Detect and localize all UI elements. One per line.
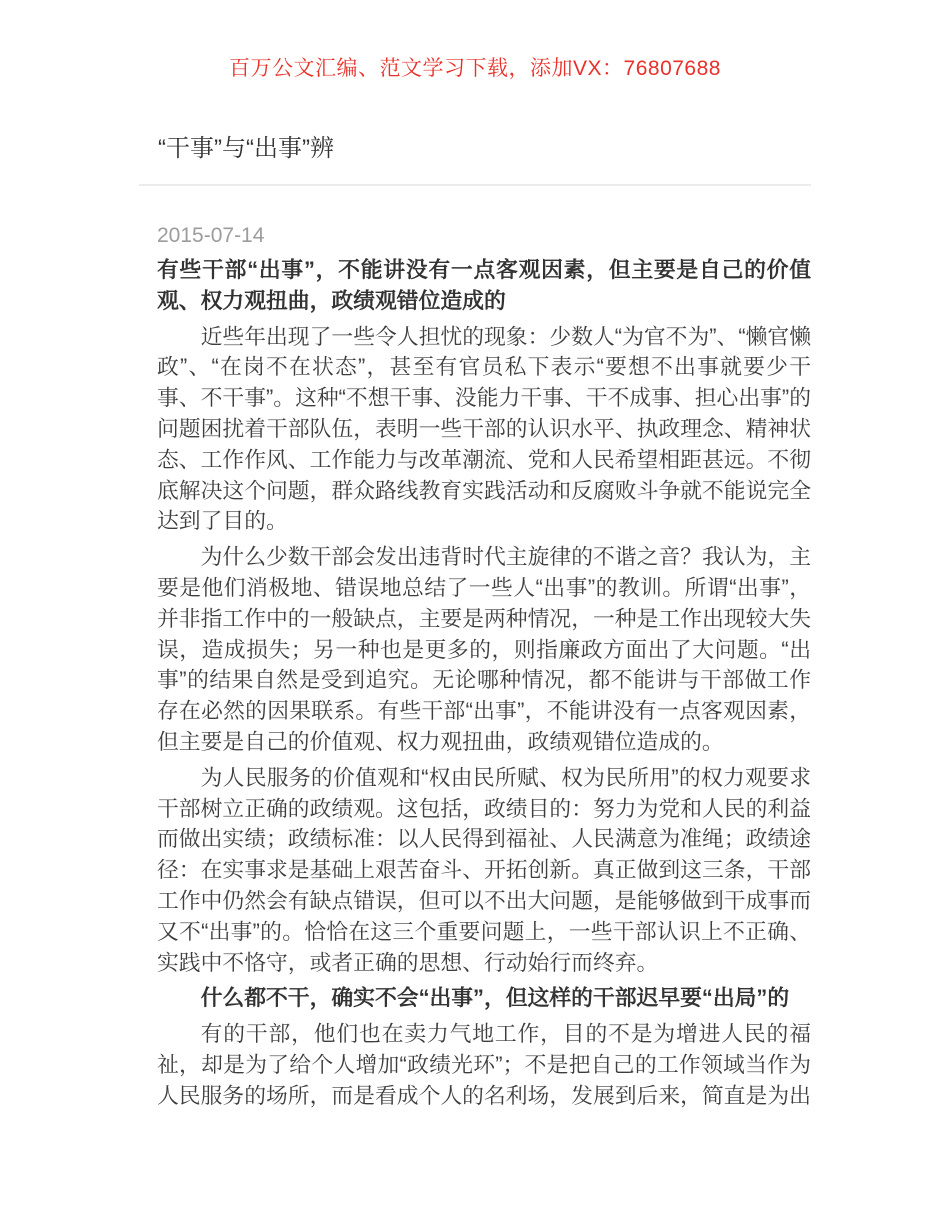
article-paragraph: 为人民服务的价值观和“权由民所赋、权为民所用”的权力观要求干部树立正确的政绩观。这包括，政绩目的：努力为党和人民的利益而做出实绩；政绩标准：以人民得到福祉、人民满意为准绳；政绩途径：在实事求是基础上艰苦奋斗、开拓创新。真正做到这三条，干部工作中仍然会有缺点错误，但可以不出大问题，是能够做到干成事而又不“出事”的。恰恰在这三个重要问题上，一些干部认识上不正确、实践中不恪守，或者正确的思想、行动始行而终弃。 (157, 764, 811, 975)
section-heading: 什么都不干，确实不会“出事”，但这样的干部迟早要“出局”的 (200, 985, 790, 1011)
article-paragraph: 有的干部，他们也在卖力气地工作，目的不是为增进人民的福祉，却是为了给个人增加“政绩光环”；不是把自己的工作领域当作为人民服务的场所，而是看成个人的名利场，发展到后来，简直是为出 (157, 1021, 811, 1108)
title-divider (139, 184, 811, 186)
promo-notice: 百万公文汇编、范文学习下载，添加VX：76807688 (229, 57, 721, 80)
section-heading: 有些干部“出事”，不能讲没有一点客观因素，但主要是自己的价值观、权力观扭曲，政绩观错位造成的 (157, 257, 811, 313)
article-content (139, 221, 811, 1112)
publish-date: 2015-07-14 (157, 224, 265, 247)
article-container (139, 132, 811, 1112)
article-paragraph: 近些年出现了一些令人担忧的现象：少数人“为官不为”、“懒官懒政”、“在岗不在状态”，甚至有官员私下表示“要想不出事就要少干事、不干事”。这种“不想干事、没能力干事、干不成事、担心出事”的问题困扰着干部队伍，表明一些干部的认识水平、执政理念、精神状态、工作作风、工作能力与改革潮流、党和人民希望相距甚远。不彻底解决这个问题，群众路线教育实践活动和反腐败斗争就不能说完全达到了目的。 (157, 323, 811, 534)
page-title: “干事”与“出事”辨 (158, 135, 334, 162)
article-paragraph: 为什么少数干部会发出违背时代主旋律的不谐之音？我认为，主要是他们消极地、错误地总结了一些人“出事”的教训。所谓“出事”，并非指工作中的一般缺点，主要是两种情况，一种是工作出现较大失误，造成损失；另一种也是更多的，则指廉政方面出了大问题。“出事”的结果自然是受到追究。无论哪种情况，都不能讲与干部做工作存在必然的因果联系。有些干部“出事”，不能讲没有一点客观因素，但主要是自己的价值观、权力观扭曲，政绩观错位造成的。 (157, 544, 811, 754)
paragraph-list (157, 255, 811, 1112)
